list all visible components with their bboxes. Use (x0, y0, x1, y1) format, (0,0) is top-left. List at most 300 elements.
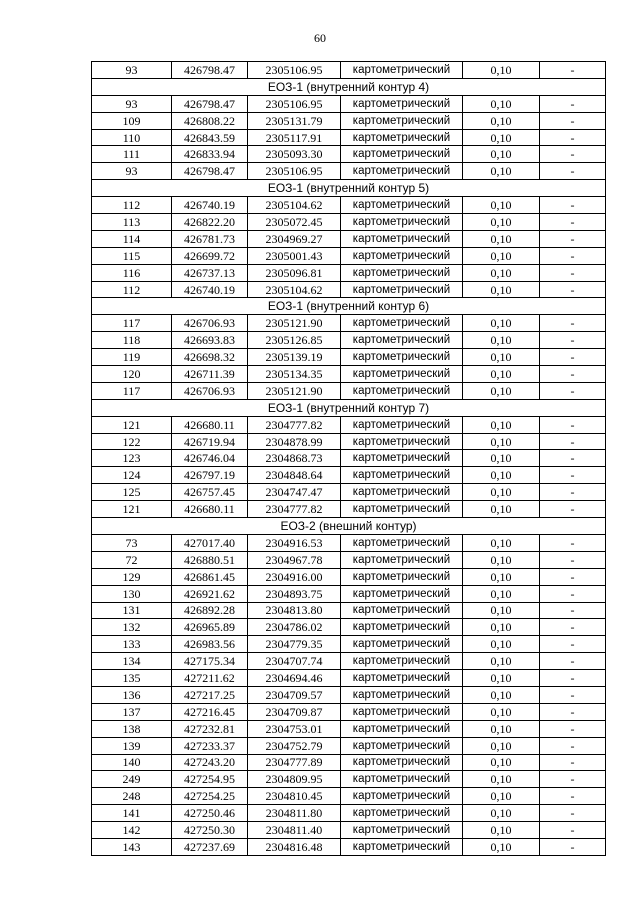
x-coordinate-cell: 427243.20 (172, 754, 248, 771)
note-cell: - (540, 602, 606, 619)
x-coordinate-cell: 426706.93 (172, 382, 248, 399)
note-cell: - (540, 62, 606, 79)
x-coordinate-cell: 426781.73 (172, 230, 248, 247)
x-coordinate-cell: 427211.62 (172, 670, 248, 687)
note-cell: - (540, 129, 606, 146)
method-cell: картометрический (341, 568, 463, 585)
x-coordinate-cell: 427250.46 (172, 805, 248, 822)
point-number-cell: 119 (92, 349, 172, 366)
method-cell: картометрический (341, 822, 463, 839)
accuracy-cell: 0,10 (463, 382, 540, 399)
note-cell: - (540, 163, 606, 180)
accuracy-cell: 0,10 (463, 366, 540, 383)
point-number-cell: 110 (92, 129, 172, 146)
point-number-cell: 143 (92, 838, 172, 855)
note-cell: - (540, 433, 606, 450)
accuracy-cell: 0,10 (463, 433, 540, 450)
table-row (92, 315, 606, 332)
point-number-cell: 93 (92, 62, 172, 79)
x-coordinate-cell: 426746.04 (172, 450, 248, 467)
y-coordinate-cell: 2304707.74 (248, 653, 341, 670)
method-cell: картометрический (341, 349, 463, 366)
x-coordinate-cell: 426892.28 (172, 602, 248, 619)
x-coordinate-cell: 426808.22 (172, 112, 248, 129)
point-number-cell: 249 (92, 771, 172, 788)
table-row (92, 670, 606, 687)
table-row (92, 602, 606, 619)
y-coordinate-cell: 2305121.90 (248, 382, 341, 399)
section-header-row (92, 78, 606, 95)
point-number-cell: 115 (92, 247, 172, 264)
y-coordinate-cell: 2305121.90 (248, 315, 341, 332)
method-cell: картометрический (341, 838, 463, 855)
note-cell: - (540, 534, 606, 551)
y-coordinate-cell: 2304811.80 (248, 805, 341, 822)
table-row (92, 450, 606, 467)
accuracy-cell: 0,10 (463, 653, 540, 670)
x-coordinate-cell: 426833.94 (172, 146, 248, 163)
accuracy-cell: 0,10 (463, 551, 540, 568)
x-coordinate-cell: 427217.25 (172, 686, 248, 703)
method-cell: картометрический (341, 484, 463, 501)
table-row (92, 686, 606, 703)
x-coordinate-cell: 426740.19 (172, 281, 248, 298)
note-cell: - (540, 686, 606, 703)
table-row (92, 264, 606, 281)
accuracy-cell: 0,10 (463, 349, 540, 366)
point-number-cell: 134 (92, 653, 172, 670)
accuracy-cell: 0,10 (463, 146, 540, 163)
coordinates-table-body (92, 62, 606, 856)
table-row (92, 636, 606, 653)
table-row (92, 382, 606, 399)
page-number: 60 (314, 31, 326, 45)
accuracy-cell: 0,10 (463, 315, 540, 332)
point-number-cell: 141 (92, 805, 172, 822)
y-coordinate-cell: 2304747.47 (248, 484, 341, 501)
y-coordinate-cell: 2305106.95 (248, 163, 341, 180)
point-number-cell: 131 (92, 602, 172, 619)
y-coordinate-cell: 2304709.87 (248, 703, 341, 720)
method-cell: картометрический (341, 433, 463, 450)
note-cell: - (540, 484, 606, 501)
method-cell: картометрический (341, 737, 463, 754)
x-coordinate-cell: 426965.89 (172, 619, 248, 636)
y-coordinate-cell: 2304709.57 (248, 686, 341, 703)
y-coordinate-cell: 2305096.81 (248, 264, 341, 281)
method-cell: картометрический (341, 95, 463, 112)
point-number-cell: 123 (92, 450, 172, 467)
point-number-cell: 109 (92, 112, 172, 129)
point-number-cell: 121 (92, 416, 172, 433)
method-cell: картометрический (341, 501, 463, 518)
accuracy-cell: 0,10 (463, 568, 540, 585)
x-coordinate-cell: 426680.11 (172, 416, 248, 433)
y-coordinate-cell: 2304752.79 (248, 737, 341, 754)
section-title: ЕОЗ-1 (внутренний контур 6) (92, 298, 606, 315)
method-cell: картометрический (341, 264, 463, 281)
x-coordinate-cell: 426861.45 (172, 568, 248, 585)
y-coordinate-cell: 2305072.45 (248, 214, 341, 231)
point-number-cell: 72 (92, 551, 172, 568)
y-coordinate-cell: 2304816.48 (248, 838, 341, 855)
coordinates-table (91, 61, 606, 856)
point-number-cell: 118 (92, 332, 172, 349)
y-coordinate-cell: 2304969.27 (248, 230, 341, 247)
accuracy-cell: 0,10 (463, 112, 540, 129)
note-cell: - (540, 670, 606, 687)
accuracy-cell: 0,10 (463, 720, 540, 737)
method-cell: картометрический (341, 602, 463, 619)
table-row (92, 771, 606, 788)
x-coordinate-cell: 426798.47 (172, 95, 248, 112)
method-cell: картометрический (341, 619, 463, 636)
accuracy-cell: 0,10 (463, 822, 540, 839)
y-coordinate-cell: 2304786.02 (248, 619, 341, 636)
accuracy-cell: 0,10 (463, 838, 540, 855)
y-coordinate-cell: 2304848.64 (248, 467, 341, 484)
note-cell: - (540, 332, 606, 349)
accuracy-cell: 0,10 (463, 484, 540, 501)
point-number-cell: 120 (92, 366, 172, 383)
x-coordinate-cell: 426693.83 (172, 332, 248, 349)
x-coordinate-cell: 427254.95 (172, 771, 248, 788)
point-number-cell: 125 (92, 484, 172, 501)
table-row (92, 366, 606, 383)
x-coordinate-cell: 426680.11 (172, 501, 248, 518)
note-cell: - (540, 366, 606, 383)
y-coordinate-cell: 2304967.78 (248, 551, 341, 568)
accuracy-cell: 0,10 (463, 585, 540, 602)
method-cell: картометрический (341, 366, 463, 383)
note-cell: - (540, 315, 606, 332)
y-coordinate-cell: 2304809.95 (248, 771, 341, 788)
x-coordinate-cell: 426798.47 (172, 62, 248, 79)
table-row (92, 349, 606, 366)
method-cell: картометрический (341, 636, 463, 653)
accuracy-cell: 0,10 (463, 450, 540, 467)
note-cell: - (540, 230, 606, 247)
note-cell: - (540, 501, 606, 518)
y-coordinate-cell: 2305106.95 (248, 62, 341, 79)
point-number-cell: 138 (92, 720, 172, 737)
x-coordinate-cell: 427017.40 (172, 534, 248, 551)
note-cell: - (540, 771, 606, 788)
point-number-cell: 122 (92, 433, 172, 450)
note-cell: - (540, 619, 606, 636)
accuracy-cell: 0,10 (463, 703, 540, 720)
note-cell: - (540, 349, 606, 366)
x-coordinate-cell: 427233.37 (172, 737, 248, 754)
note-cell: - (540, 838, 606, 855)
section-title: ЕОЗ-1 (внутренний контур 5) (92, 180, 606, 197)
point-number-cell: 93 (92, 95, 172, 112)
table-row (92, 247, 606, 264)
method-cell: картометрический (341, 416, 463, 433)
y-coordinate-cell: 2305117.91 (248, 129, 341, 146)
point-number-cell: 132 (92, 619, 172, 636)
y-coordinate-cell: 2304868.73 (248, 450, 341, 467)
x-coordinate-cell: 427175.34 (172, 653, 248, 670)
table-row (92, 838, 606, 855)
note-cell: - (540, 703, 606, 720)
accuracy-cell: 0,10 (463, 247, 540, 264)
accuracy-cell: 0,10 (463, 737, 540, 754)
table-row (92, 197, 606, 214)
table-row (92, 416, 606, 433)
table-row (92, 214, 606, 231)
table-row (92, 534, 606, 551)
y-coordinate-cell: 2304777.82 (248, 501, 341, 518)
x-coordinate-cell: 426706.93 (172, 315, 248, 332)
accuracy-cell: 0,10 (463, 754, 540, 771)
method-cell: картометрический (341, 720, 463, 737)
table-row (92, 467, 606, 484)
point-number-cell: 113 (92, 214, 172, 231)
y-coordinate-cell: 2305139.19 (248, 349, 341, 366)
y-coordinate-cell: 2305093.30 (248, 146, 341, 163)
table-row (92, 501, 606, 518)
accuracy-cell: 0,10 (463, 636, 540, 653)
y-coordinate-cell: 2305104.62 (248, 281, 341, 298)
point-number-cell: 121 (92, 501, 172, 518)
x-coordinate-cell: 426719.94 (172, 433, 248, 450)
x-coordinate-cell: 426698.32 (172, 349, 248, 366)
point-number-cell: 136 (92, 686, 172, 703)
method-cell: картометрический (341, 534, 463, 551)
note-cell: - (540, 805, 606, 822)
method-cell: картометрический (341, 112, 463, 129)
x-coordinate-cell: 426921.62 (172, 585, 248, 602)
section-title: ЕОЗ-1 (внутренний контур 4) (92, 78, 606, 95)
note-cell: - (540, 416, 606, 433)
table-row (92, 551, 606, 568)
accuracy-cell: 0,10 (463, 686, 540, 703)
note-cell: - (540, 551, 606, 568)
note-cell: - (540, 450, 606, 467)
x-coordinate-cell: 427216.45 (172, 703, 248, 720)
method-cell: картометрический (341, 129, 463, 146)
method-cell: картометрический (341, 805, 463, 822)
note-cell: - (540, 822, 606, 839)
y-coordinate-cell: 2305104.62 (248, 197, 341, 214)
point-number-cell: 135 (92, 670, 172, 687)
y-coordinate-cell: 2304811.40 (248, 822, 341, 839)
method-cell: картометрический (341, 703, 463, 720)
accuracy-cell: 0,10 (463, 467, 540, 484)
table-row (92, 146, 606, 163)
section-header-row (92, 180, 606, 197)
method-cell: картометрический (341, 467, 463, 484)
accuracy-cell: 0,10 (463, 214, 540, 231)
note-cell: - (540, 720, 606, 737)
x-coordinate-cell: 426757.45 (172, 484, 248, 501)
accuracy-cell: 0,10 (463, 197, 540, 214)
method-cell: картометрический (341, 585, 463, 602)
y-coordinate-cell: 2305106.95 (248, 95, 341, 112)
table-row (92, 433, 606, 450)
x-coordinate-cell: 426740.19 (172, 197, 248, 214)
table-row (92, 568, 606, 585)
note-cell: - (540, 653, 606, 670)
point-number-cell: 112 (92, 281, 172, 298)
x-coordinate-cell: 427254.25 (172, 788, 248, 805)
table-row (92, 720, 606, 737)
x-coordinate-cell: 427232.81 (172, 720, 248, 737)
accuracy-cell: 0,10 (463, 771, 540, 788)
note-cell: - (540, 788, 606, 805)
y-coordinate-cell: 2304916.00 (248, 568, 341, 585)
method-cell: картометрический (341, 686, 463, 703)
accuracy-cell: 0,10 (463, 619, 540, 636)
table-row (92, 585, 606, 602)
table-row (92, 619, 606, 636)
y-coordinate-cell: 2304779.35 (248, 636, 341, 653)
method-cell: картометрический (341, 230, 463, 247)
table-row (92, 653, 606, 670)
section-header-row (92, 399, 606, 416)
y-coordinate-cell: 2305001.43 (248, 247, 341, 264)
x-coordinate-cell: 427250.30 (172, 822, 248, 839)
method-cell: картометрический (341, 754, 463, 771)
table-row (92, 163, 606, 180)
y-coordinate-cell: 2304916.53 (248, 534, 341, 551)
accuracy-cell: 0,10 (463, 670, 540, 687)
note-cell: - (540, 197, 606, 214)
point-number-cell: 117 (92, 382, 172, 399)
section-title: ЕОЗ-1 (внутренний контур 7) (92, 399, 606, 416)
accuracy-cell: 0,10 (463, 230, 540, 247)
x-coordinate-cell: 426737.13 (172, 264, 248, 281)
point-number-cell: 130 (92, 585, 172, 602)
point-number-cell: 116 (92, 264, 172, 281)
point-number-cell: 117 (92, 315, 172, 332)
point-number-cell: 142 (92, 822, 172, 839)
y-coordinate-cell: 2304813.80 (248, 602, 341, 619)
point-number-cell: 112 (92, 197, 172, 214)
point-number-cell: 133 (92, 636, 172, 653)
point-number-cell: 137 (92, 703, 172, 720)
x-coordinate-cell: 426880.51 (172, 551, 248, 568)
point-number-cell: 73 (92, 534, 172, 551)
method-cell: картометрический (341, 332, 463, 349)
table-row (92, 129, 606, 146)
method-cell: картометрический (341, 788, 463, 805)
x-coordinate-cell: 426797.19 (172, 467, 248, 484)
table-row (92, 754, 606, 771)
y-coordinate-cell: 2305126.85 (248, 332, 341, 349)
y-coordinate-cell: 2304810.45 (248, 788, 341, 805)
note-cell: - (540, 214, 606, 231)
x-coordinate-cell: 426711.39 (172, 366, 248, 383)
note-cell: - (540, 382, 606, 399)
accuracy-cell: 0,10 (463, 501, 540, 518)
table-row (92, 805, 606, 822)
y-coordinate-cell: 2304777.82 (248, 416, 341, 433)
point-number-cell: 139 (92, 737, 172, 754)
table-row (92, 822, 606, 839)
note-cell: - (540, 467, 606, 484)
method-cell: картометрический (341, 551, 463, 568)
point-number-cell: 129 (92, 568, 172, 585)
table-row (92, 484, 606, 501)
section-header-row (92, 298, 606, 315)
table-row (92, 230, 606, 247)
x-coordinate-cell: 426699.72 (172, 247, 248, 264)
method-cell: картометрический (341, 315, 463, 332)
table-row (92, 737, 606, 754)
note-cell: - (540, 585, 606, 602)
point-number-cell: 93 (92, 163, 172, 180)
method-cell: картометрический (341, 214, 463, 231)
accuracy-cell: 0,10 (463, 264, 540, 281)
accuracy-cell: 0,10 (463, 788, 540, 805)
note-cell: - (540, 568, 606, 585)
table-row (92, 112, 606, 129)
note-cell: - (540, 737, 606, 754)
point-number-cell: 114 (92, 230, 172, 247)
point-number-cell: 248 (92, 788, 172, 805)
x-coordinate-cell: 426843.59 (172, 129, 248, 146)
x-coordinate-cell: 427237.69 (172, 838, 248, 855)
method-cell: картометрический (341, 197, 463, 214)
y-coordinate-cell: 2304753.01 (248, 720, 341, 737)
accuracy-cell: 0,10 (463, 129, 540, 146)
note-cell: - (540, 281, 606, 298)
y-coordinate-cell: 2304694.46 (248, 670, 341, 687)
note-cell: - (540, 636, 606, 653)
accuracy-cell: 0,10 (463, 805, 540, 822)
note-cell: - (540, 95, 606, 112)
method-cell: картометрический (341, 450, 463, 467)
table-row (92, 281, 606, 298)
y-coordinate-cell: 2305134.35 (248, 366, 341, 383)
method-cell: картометрический (341, 771, 463, 788)
accuracy-cell: 0,10 (463, 416, 540, 433)
table-row (92, 703, 606, 720)
point-number-cell: 140 (92, 754, 172, 771)
method-cell: картометрический (341, 146, 463, 163)
note-cell: - (540, 247, 606, 264)
x-coordinate-cell: 426983.56 (172, 636, 248, 653)
method-cell: картометрический (341, 163, 463, 180)
y-coordinate-cell: 2304878.99 (248, 433, 341, 450)
table-row (92, 332, 606, 349)
section-header-row (92, 518, 606, 535)
x-coordinate-cell: 426798.47 (172, 163, 248, 180)
method-cell: картометрический (341, 247, 463, 264)
point-number-cell: 111 (92, 146, 172, 163)
method-cell: картометрический (341, 670, 463, 687)
accuracy-cell: 0,10 (463, 332, 540, 349)
y-coordinate-cell: 2304777.89 (248, 754, 341, 771)
accuracy-cell: 0,10 (463, 62, 540, 79)
method-cell: картометрический (341, 62, 463, 79)
section-title: ЕОЗ-2 (внешний контур) (92, 518, 606, 535)
y-coordinate-cell: 2304893.75 (248, 585, 341, 602)
accuracy-cell: 0,10 (463, 95, 540, 112)
note-cell: - (540, 146, 606, 163)
y-coordinate-cell: 2305131.79 (248, 112, 341, 129)
accuracy-cell: 0,10 (463, 163, 540, 180)
accuracy-cell: 0,10 (463, 602, 540, 619)
method-cell: картометрический (341, 281, 463, 298)
table-row (92, 62, 606, 79)
table-row (92, 95, 606, 112)
x-coordinate-cell: 426822.20 (172, 214, 248, 231)
accuracy-cell: 0,10 (463, 281, 540, 298)
accuracy-cell: 0,10 (463, 534, 540, 551)
